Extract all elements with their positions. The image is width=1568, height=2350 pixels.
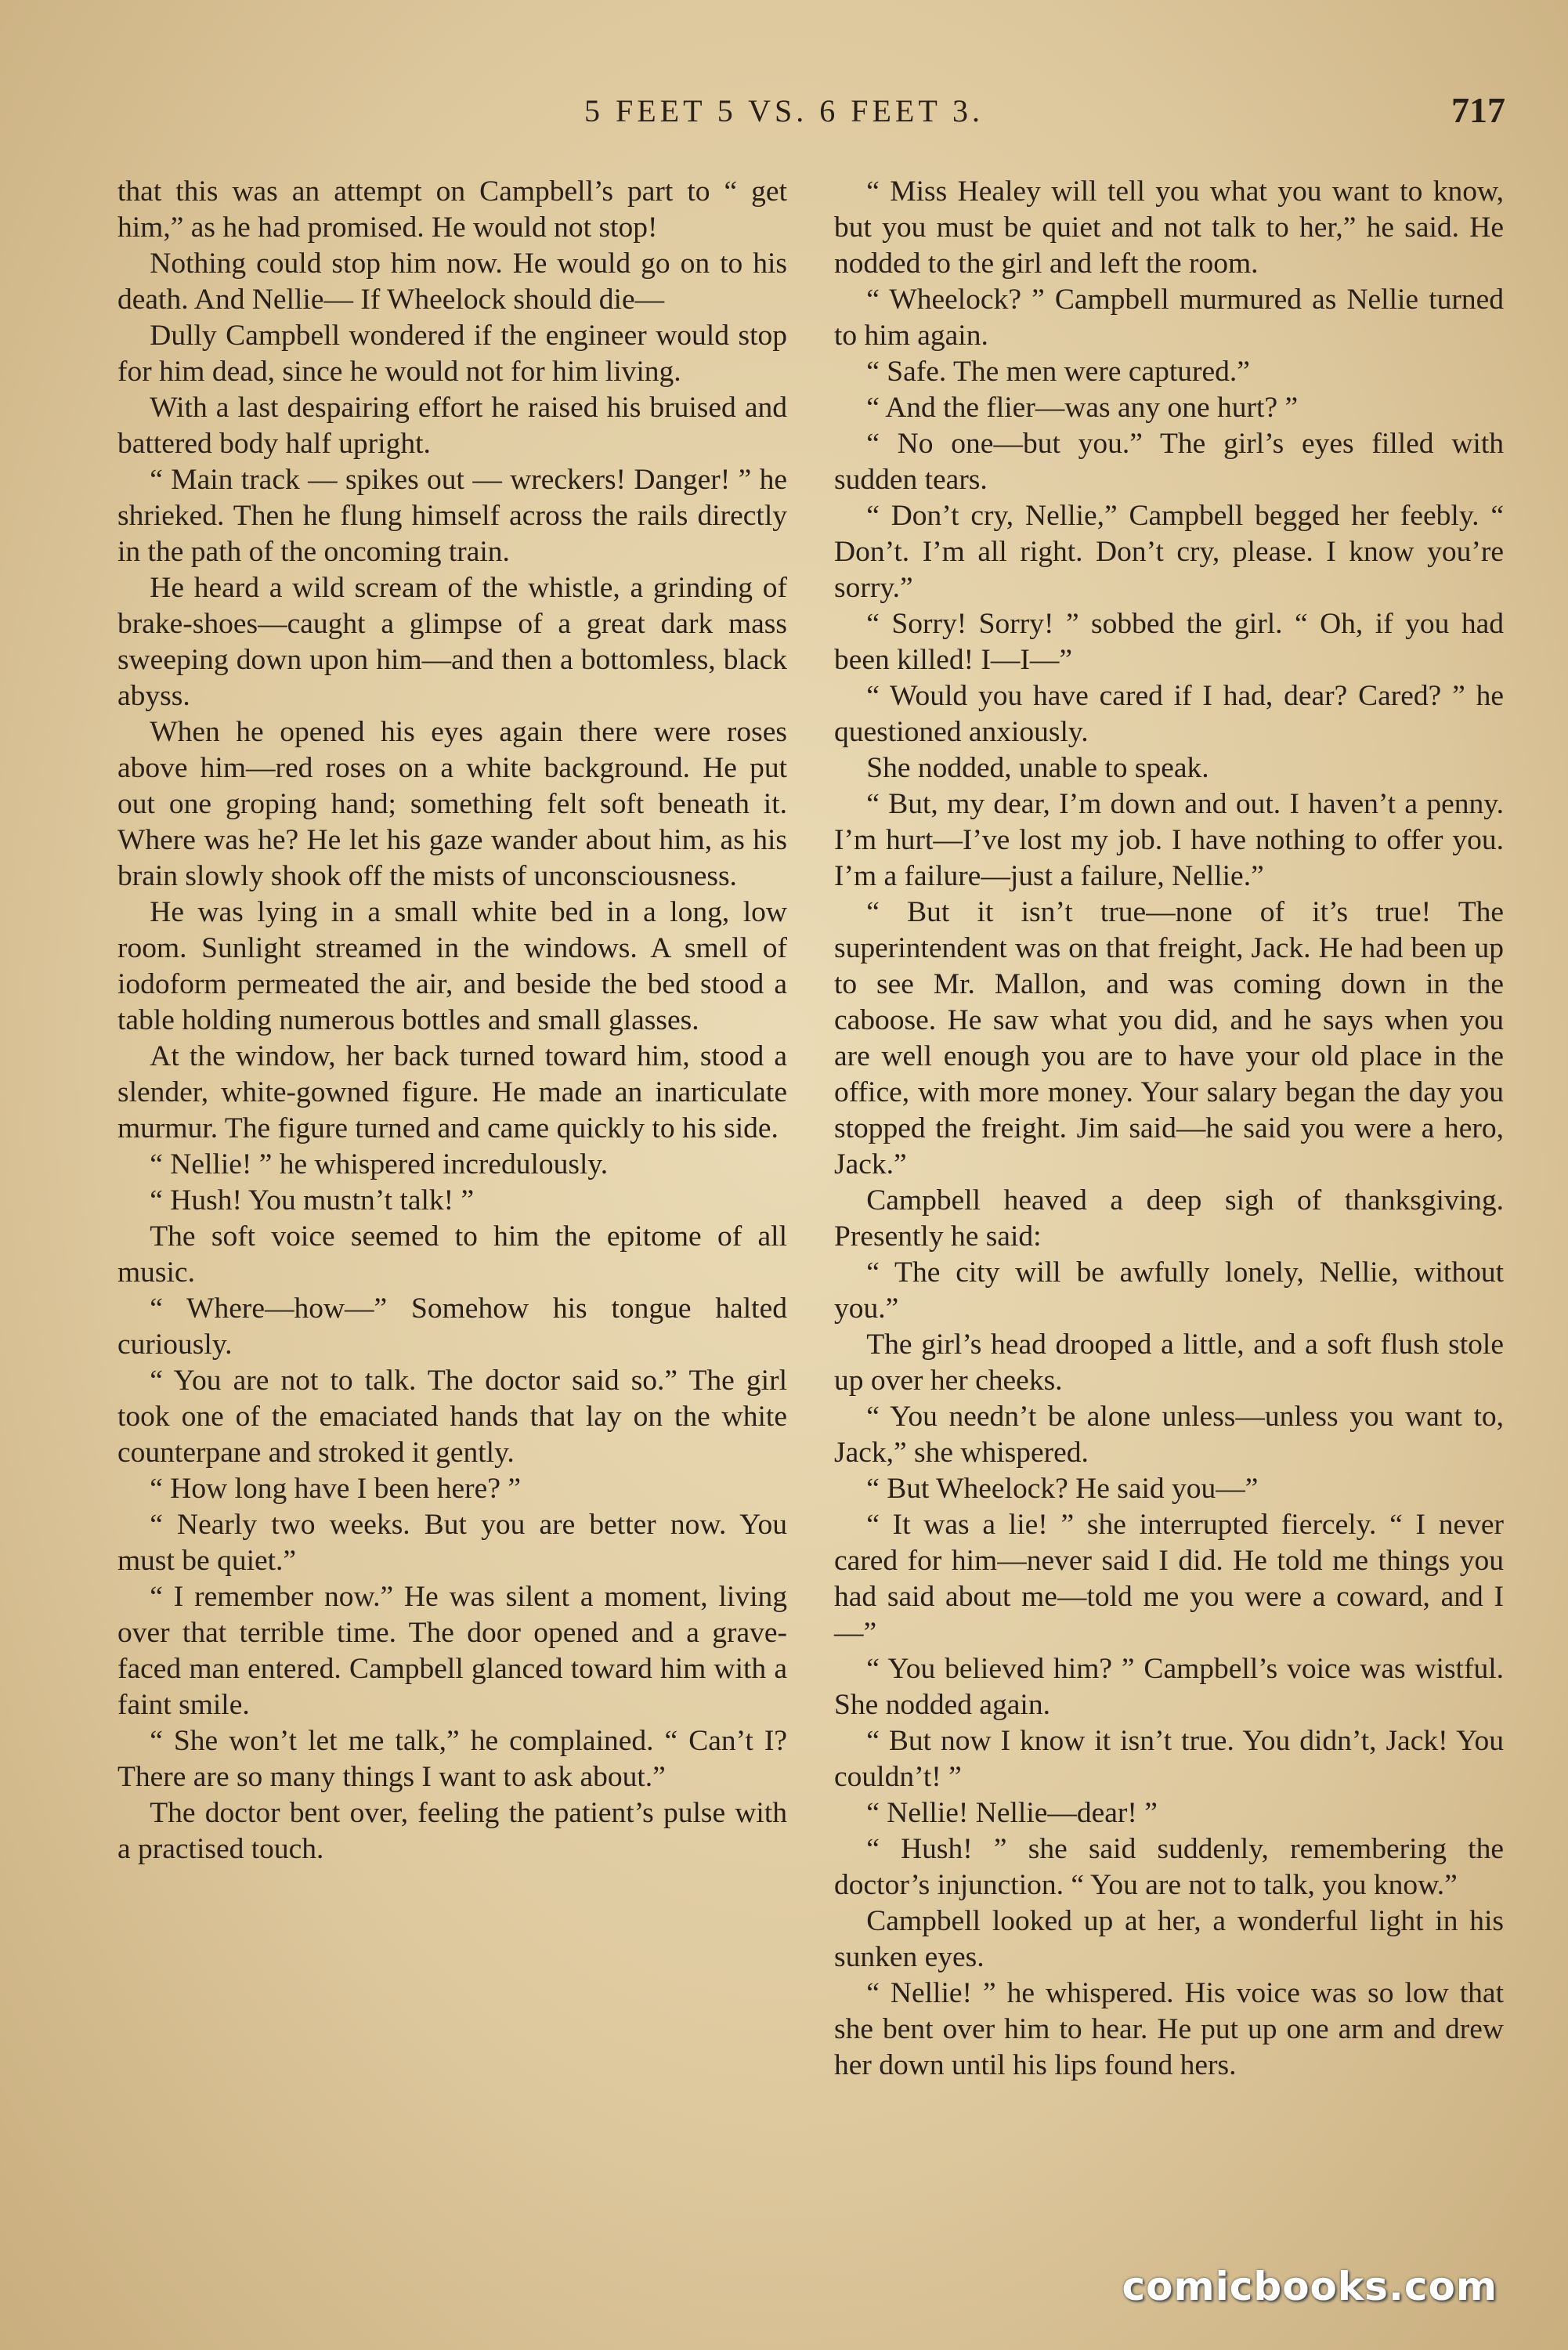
paragraph: “ She won’t let me talk,” he complained. “ Can’t I? There are so many things I want to ask about.” [117,1725,787,1793]
paragraph: Nothing could stop him now. He would go on to his death. And Nellie— If Wheelock should die— [117,248,787,316]
paragraph: “ Where—how—” Somehow his tongue halted curiously. [117,1292,787,1361]
paragraph: “ You believed him? ” Campbell’s voice was wistful. She nodded again. [834,1653,1504,1721]
paragraph: Campbell heaved a deep sigh of thanksgiving. Presently he said: [834,1184,1504,1253]
paragraph: “ How long have I been here? ” [150,1473,521,1505]
running-head [0,92,1568,139]
paragraph: “ And the flier—was any one hurt? ” [866,392,1299,424]
paragraph: At the window, her back turned toward him, stood a slender, white-gowned figure. He made an inarticulate murmur. The figure turned and came quickly to his side. [117,1040,787,1144]
paragraph: “ I remember now.” He was silent a moment, living over that terrible time. The door opened and a grave-faced man entered. Campbell glanced toward him with a faint smile. [117,1581,787,1721]
paragraph: “ Don’t cry, Nellie,” Campbell begged her feebly. “ Don’t. I’m all right. Don’t cry, please. I know you’re sorry.” [834,500,1504,604]
paragraph: He heard a wild scream of the whistle, a grinding of brake-shoes—caught a glimpse of a great dark mass sweeping down upon him—and then a bottomless, black abyss. [117,572,787,712]
paragraph: When he opened his eyes again there were roses above him—red roses on a white background. He put out one groping hand; something felt soft beneath it. Where was he? He let his gaze wander about him, as his brain slowly shook off the mists of unconsciousness. [117,716,787,892]
paragraph: “ Main track — spikes out — wreckers! Danger! ” he shrieked. Then he flung himself across the rails directly in the path of the oncoming train. [117,464,787,568]
paragraph: “ Would you have cared if I had, dear? Cared? ” he questioned anxiously. [834,680,1504,748]
paragraph: “ The city will be awfully lonely, Nellie, without you.” [834,1256,1504,1325]
paragraph: that this was an attempt on Campbell’s part to “ get him,” as he had promised. He would not stop! [117,175,787,244]
paragraph: “ Miss Healey will tell you what you want to know, but you must be quiet and not talk to her,” he said. He nodded to the girl and left the room. [834,175,1504,280]
paragraph: The girl’s head drooped a little, and a soft flush stole up over her cheeks. [834,1329,1504,1397]
left-column [117,174,787,1867]
paragraph: “ No one—but you.” The girl’s eyes filled with sudden tears. [834,428,1504,496]
paragraph: “ Nellie! Nellie—dear! ” [866,1797,1158,1829]
paragraph: He was lying in a small white bed in a long, low room. Sunlight streamed in the windows. A smell of iodoform permeated the air, and beside the bed stood a table holding numerous bottles and small glasses. [117,896,787,1036]
page-number: 717 [1451,90,1505,130]
paragraph: “ It was a lie! ” she interrupted fiercely. “ I never cared for him—never said I did. He told me things you had said about me—told me you were a coward, and I—” [834,1509,1504,1649]
watermark: comicbooks.com [1122,2264,1498,2309]
paragraph: Campbell looked up at her, a wonderful light in his sunken eyes. [834,1905,1504,1973]
paragraph: “ Safe. The men were captured.” [866,356,1250,388]
paragraph: “ Sorry! Sorry! ” sobbed the girl. “ Oh, if you had been killed! I—I—” [834,608,1504,676]
paragraph: With a last despairing effort he raised his bruised and battered body half upright. [117,392,787,460]
paragraph: “ Nearly two weeks. But you are better now. You must be quiet.” [117,1509,787,1577]
paragraph: “ Nellie! ” he whispered incredulously. [150,1148,609,1180]
paragraph: “ You are not to talk. The doctor said so.” The girl took one of the emaciated hands that lay on the white counterpane and stroked it gently. [117,1365,787,1469]
paragraph: The doctor bent over, feeling the patient’s pulse with a practised touch. [117,1797,787,1865]
right-column [834,174,1504,2084]
paragraph: “ But now I know it isn’t true. You didn’t, Jack! You couldn’t! ” [834,1725,1504,1793]
paragraph: “ But, my dear, I’m down and out. I haven’t a penny. I’m hurt—I’ve lost my job. I have nothing to offer you. I’m a failure—just a failure, Nellie.” [834,788,1504,892]
paragraph: “ Nellie! ” he whispered. His voice was so low that she bent over him to hear. He put up one arm and drew her down until his lips found hers. [834,1977,1504,2081]
paragraph: “ Hush! You mustn’t talk! ” [150,1184,475,1217]
paragraph: “ Hush! ” she said suddenly, remembering the doctor’s injunction. “ You are not to talk, you know.” [834,1833,1504,1901]
paragraph: “ But it isn’t true—none of it’s true! The superintendent was on that freight, Jack. He had been up to see Mr. Mallon, and was coming down in the caboose. He saw what you did, and he says when you are well enough you are to have your old place in the office, with more money. Your salary began the day you stopped the freight. Jim said—he said you were a hero, Jack.” [834,896,1504,1180]
running-title: 5 FEET 5 VS. 6 FEET 3. [583,93,985,128]
paragraph: “ But Wheelock? He said you—” [866,1473,1259,1505]
paragraph: “ Wheelock? ” Campbell murmured as Nellie turned to him again. [834,284,1504,352]
paragraph: The soft voice seemed to him the epitome of all music. [117,1220,787,1289]
paragraph: “ You needn’t be alone unless—unless you want to, Jack,” she whispered. [834,1401,1504,1469]
paragraph: Dully Campbell wondered if the engineer would stop for him dead, since he would not for him living. [117,320,787,388]
paragraph: She nodded, unable to speak. [866,752,1209,784]
